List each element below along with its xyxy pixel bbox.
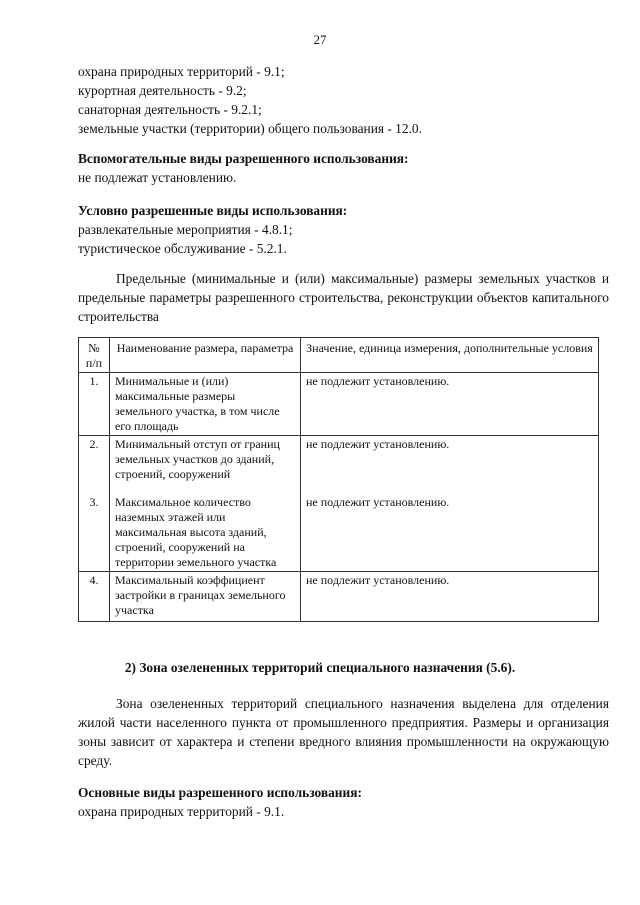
table-row — [79, 373, 599, 436]
list-item: туристическое обслуживание - 5.2.1. — [78, 241, 287, 256]
table-row — [79, 483, 599, 572]
auxiliary-section — [78, 149, 610, 187]
basic-section — [78, 783, 610, 821]
header-name: Наименование размера, параметра — [110, 338, 301, 373]
page-number: 27 — [313, 32, 327, 47]
parameters-table — [78, 337, 599, 622]
table-row — [79, 436, 599, 484]
row-num: 1. — [79, 373, 110, 436]
row-name: Максимальное количество наземных этажей или максимальная высота зданий, строений, сооружений на территории земельного участка — [110, 483, 301, 572]
row-value: не подлежит установлению. — [301, 572, 599, 622]
list-item: земельные участки (территории) общего пользования - 12.0. — [78, 121, 422, 136]
header-value: Значение, единица измерения, дополнительные условия — [301, 338, 599, 373]
table-header-row — [79, 338, 599, 373]
table-row — [79, 572, 599, 622]
row-value: не подлежит установлению. — [301, 436, 599, 484]
basic-heading: Основные виды разрешенного использования: — [78, 785, 362, 800]
list-item: охрана природных территорий - 9.1; — [78, 64, 285, 79]
row-value: не подлежит установлению. — [301, 483, 599, 572]
auxiliary-heading: Вспомогательные виды разрешенного использования: — [78, 151, 409, 166]
conditional-section — [78, 201, 610, 258]
basic-text: охрана природных территорий - 9.1. — [78, 804, 285, 819]
list-item: развлекательные мероприятия - 4.8.1; — [78, 222, 293, 237]
row-name: Минимальные и (или) максимальные размеры земельного участка, в том числе его площадь — [110, 373, 301, 436]
permitted-uses-list — [78, 62, 610, 138]
list-item: санаторная деятельность - 9.2.1; — [78, 102, 262, 117]
auxiliary-text: не подлежат установлению. — [78, 170, 237, 185]
conditional-heading: Условно разрешенные виды использования: — [78, 203, 348, 218]
row-num: 4. — [79, 572, 110, 622]
row-name: Минимальный отступ от границ земельных участков до зданий, строений, сооружений — [110, 436, 301, 484]
limits-paragraph: Предельные (минимальные и (или) максимальные) размеры земельных участков и предельные параметры разрешенного строительства, реконструкции объектов капитального строительства — [78, 271, 609, 324]
zone-heading: 2) Зона озелененных территорий специального назначения (5.6). — [124, 660, 516, 675]
zone-paragraph: Зона озелененных территорий специального назначения выделена для отделения жилой части населенного пункта от промышленного предприятия. Размеры и организация зоны зависит от характера и степени вредного влияния промышленности на окружающую среду. — [78, 696, 609, 768]
row-name: Максимальный коэффициент застройки в границах земельного участка — [110, 572, 301, 622]
row-num: 2. — [79, 436, 110, 484]
row-value: не подлежит установлению. — [301, 373, 599, 436]
header-num: № п/п — [79, 338, 110, 373]
row-num: 3. — [79, 483, 110, 572]
list-item: курортная деятельность - 9.2; — [78, 83, 247, 98]
